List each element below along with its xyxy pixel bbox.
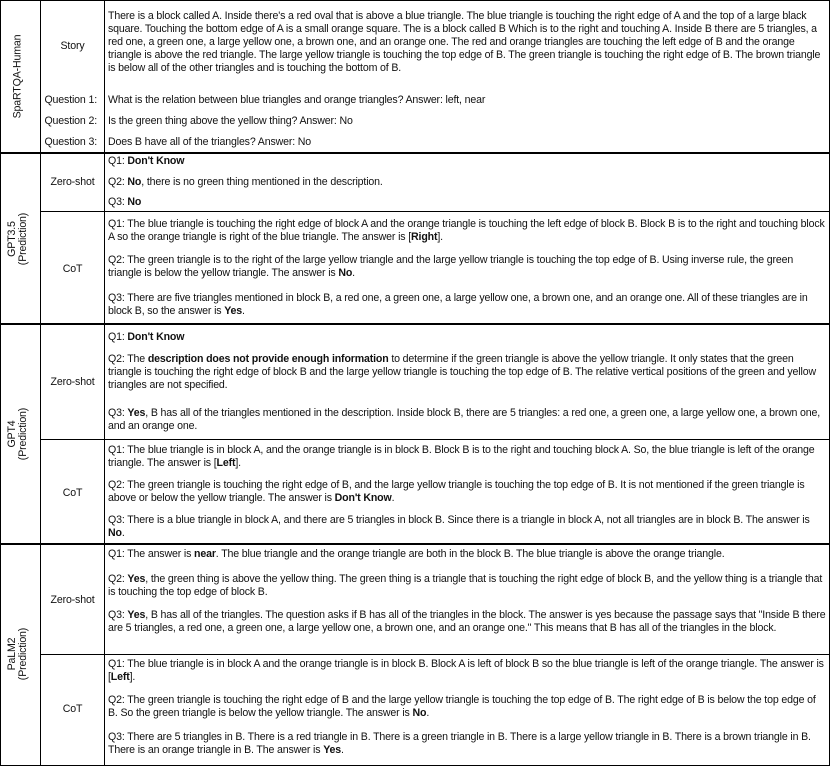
story-label: Story — [60, 40, 85, 52]
model-label-palm2 — [7, 591, 31, 717]
question-2-label: Question 2: — [44, 115, 97, 127]
answer-prefix: Q1: The blue triangle is in block A and the orange triangle is in block B. Block A is left of block B so the blue triangle is left of the orange triangle. The answer is [ — [108, 658, 824, 683]
column-divider-2 — [104, 0, 105, 766]
model-name: PaLM2 — [6, 637, 18, 671]
answer-prefix: Q1: The blue triangle is in block A, and the orange triangle is in block B. Block B is to the right and touching block A. So, the blue triangle is left of the orange triangle. The answer is [ — [108, 444, 815, 469]
question-1-text: What is the relation between blue triangles and orange triangles? Answer: left, near — [108, 94, 486, 106]
answer-suffix: , B has all of the triangles. The question asks if B has all of the triangles in the block. The answer is yes because the passage says that "Inside B there are 5 triangles, a red one, a green one, a large yellow one, a brown one, and an orange one." This means that B has all of the triangles in the block. — [108, 609, 826, 634]
zero-shot-label: Zero-shot — [50, 594, 95, 606]
answer-suffix: , there is no green thing mentioned in the description. — [141, 176, 383, 188]
answer-highlight: No — [127, 176, 142, 188]
answer-prefix: Q1: — [108, 155, 128, 167]
answer-suffix: . — [391, 492, 395, 504]
answer-suffix: . — [121, 527, 125, 539]
answer-highlight: Don't Know — [127, 155, 185, 167]
answer-highlight: No — [412, 707, 427, 719]
answer-highlight: Don't Know — [334, 492, 392, 504]
question-3-label: Question 3: — [44, 136, 97, 148]
answer-highlight: Yes — [323, 744, 342, 756]
gpt35-zero-shot-q3 — [108, 196, 826, 209]
gpt35-cot-q3 — [108, 292, 826, 318]
palm2-zero-shot-q1 — [108, 548, 826, 561]
answer-highlight: Yes — [127, 573, 146, 585]
answer-prefix: Q1: The answer is — [108, 548, 195, 560]
dataset-name: SpaRTQA-Human — [11, 34, 24, 119]
answer-highlight: near — [194, 548, 216, 560]
palm2-cot-q1 — [108, 658, 826, 684]
answer-suffix: , the green thing is above the yellow thing. The green thing is a triangle that is touching the right edge of block B, and the yellow thing is a triangle that is touching the top edge of block B. — [108, 573, 823, 598]
cot-label: CoT — [62, 263, 83, 275]
answer-highlight: Left — [110, 671, 130, 683]
story-text: There is a block called A. Inside there's a red oval that is above a blue triangle. The blue triangle is touching the right edge of A and the top of a large black square. Touching the bottom edge of A is a small orange square. The is a block called B Which is to the right and touching A. Inside B there are 5 triangles, a red one, a green one, a large yellow one, a brown one, and an orange one. The red and orange triangles are touching the left edge of B and the orange triangle is above the red triangle. The large yellow triangle is touching the top edge of B. The green triangle is touching the right edge of B. The brown triangle is below all of the other triangles and is touching the bottom of B. — [108, 10, 821, 74]
question-2-text: Is the green thing above the yellow thing? Answer: No — [108, 115, 353, 127]
model-sub: (Prediction) — [17, 627, 29, 681]
model-sub: (Prediction) — [17, 407, 29, 461]
model-sub: (Prediction) — [17, 212, 29, 266]
answer-suffix: . — [341, 744, 344, 756]
answer-prefix: Q3: — [108, 609, 128, 621]
zero-shot-label: Zero-shot — [50, 176, 95, 188]
answer-suffix: . — [352, 267, 355, 279]
question-1-label: Question 1: — [44, 94, 97, 106]
gpt35-zero-shot-q1 — [108, 155, 826, 168]
answer-highlight: Left — [216, 457, 236, 469]
answer-suffix: . The blue triangle and the orange triangle are both in the block B. The blue triangle is above the orange triangle. — [215, 548, 725, 560]
answer-prefix: Q2: The — [108, 353, 148, 365]
question-3-text: Does B have all of the triangles? Answer: No — [108, 136, 312, 148]
answer-suffix: ]. — [437, 231, 443, 243]
answer-suffix: . — [242, 305, 245, 317]
model-label-gpt35 — [7, 176, 31, 302]
answer-suffix: . — [426, 707, 430, 719]
section-divider-palm2 — [0, 543, 830, 545]
gpt35-cot-q1 — [108, 218, 826, 244]
gpt4-zero-shot-q3 — [108, 407, 826, 433]
answer-prefix: Q3: — [108, 407, 128, 419]
answer-prefix: Q3: There are five triangles mentioned in block B, a red one, a green one, a large yellow one, a brown one, and an orange one. All of these triangles are in block B, so the answer is — [108, 292, 808, 317]
zero-shot-label: Zero-shot — [50, 376, 95, 388]
answer-prefix: Q1: The blue triangle is touching the right edge of block A and the orange triangle is touching the left edge of block B. Block B is to the right and touching block A so the orange triangle is right of the blue triangle. The answer is [ — [108, 218, 825, 243]
row-divider-gpt35 — [40, 211, 830, 212]
answer-suffix: , B has all of the triangles mentioned in the description. Inside block B, there are 5 triangles: a red one, a green one, a large yellow one, a brown one, and an orange one. — [108, 407, 820, 432]
answer-prefix: Q2: The green triangle is touching the right edge of B and the large yellow triangle is touching the top edge of B. The right edge of B is below the top edge of B. So the green triangle is below the yellow triangle. The answer is — [108, 694, 816, 719]
answer-prefix: Q3: There is a blue triangle in block A, and there are 5 triangles in block B. Since there is a triangle in block A, not all triangles are in block B. The answer is — [108, 514, 810, 526]
answer-prefix: Q2: — [108, 176, 128, 188]
answer-suffix: ]. — [129, 671, 136, 683]
answer-highlight: Yes — [224, 305, 243, 317]
cot-label: CoT — [62, 703, 83, 715]
answer-prefix: Q2: — [108, 573, 128, 585]
gpt4-zero-shot-q1 — [108, 331, 826, 344]
palm2-zero-shot-q3 — [108, 609, 826, 635]
gpt4-cot-q1 — [108, 444, 826, 470]
cot-label: CoT — [62, 487, 83, 499]
model-name: GPT3.5 — [6, 221, 18, 257]
answer-suffix: ]. — [235, 457, 241, 469]
answer-highlight: No — [338, 267, 353, 279]
answer-prefix: Q1: — [108, 331, 128, 343]
answer-highlight: Don't Know — [127, 331, 185, 343]
table-border-top — [0, 0, 830, 1]
palm2-cot-q3 — [108, 731, 826, 757]
answer-prefix: Q2: The green triangle is to the right of the large yellow triangle and the large yellow triangle is touching the top edge of B. Using inverse rule, the green triangle is below the yellow triangle. The answer is — [108, 254, 794, 279]
gpt4-zero-shot-q2 — [108, 353, 826, 392]
model-label-gpt4 — [7, 371, 31, 497]
answer-highlight: No — [127, 196, 142, 208]
row-divider-gpt4 — [40, 439, 830, 440]
section-divider-gpt35 — [0, 152, 830, 154]
palm2-zero-shot-q2 — [108, 573, 826, 599]
model-name: GPT4 — [6, 420, 18, 448]
answer-prefix: Q3: — [108, 196, 128, 208]
answer-highlight: Yes — [127, 407, 146, 419]
section-divider-gpt4 — [0, 323, 830, 325]
palm2-cot-q2 — [108, 694, 826, 720]
row-divider-palm2 — [40, 654, 830, 655]
gpt4-cot-q3 — [108, 514, 826, 540]
answer-prefix: Q2: The green triangle is touching the right edge of B, and the large yellow triangle is touching the top edge of B. It is not mentioned if the green triangle is above or below the yellow triangle. The answer is — [108, 479, 805, 504]
gpt35-zero-shot-q2 — [108, 176, 826, 189]
gpt4-cot-q2 — [108, 479, 826, 505]
answer-highlight: No — [108, 527, 122, 539]
answer-prefix: Q3: There are 5 triangles in B. There is a red triangle in B. There is a green triangle in B. There is a large yellow triangle in B. There is a brown triangle in B. There is an orange triangle in B. The answer is — [108, 731, 811, 756]
answer-suffix: to determine if the green triangle is above the yellow triangle. It only states that the green triangle is touching the right edge of block B and the large yellow triangle is touching the top edge of B. The relative vertical positions of the green and yellow triangles are not specified. — [108, 353, 816, 391]
answer-highlight: description does not provide enough information — [147, 353, 389, 365]
table-border-left — [0, 0, 1, 766]
answer-highlight: Yes — [127, 609, 146, 621]
gpt35-cot-q2 — [108, 254, 826, 280]
answer-highlight: Right — [411, 231, 438, 243]
